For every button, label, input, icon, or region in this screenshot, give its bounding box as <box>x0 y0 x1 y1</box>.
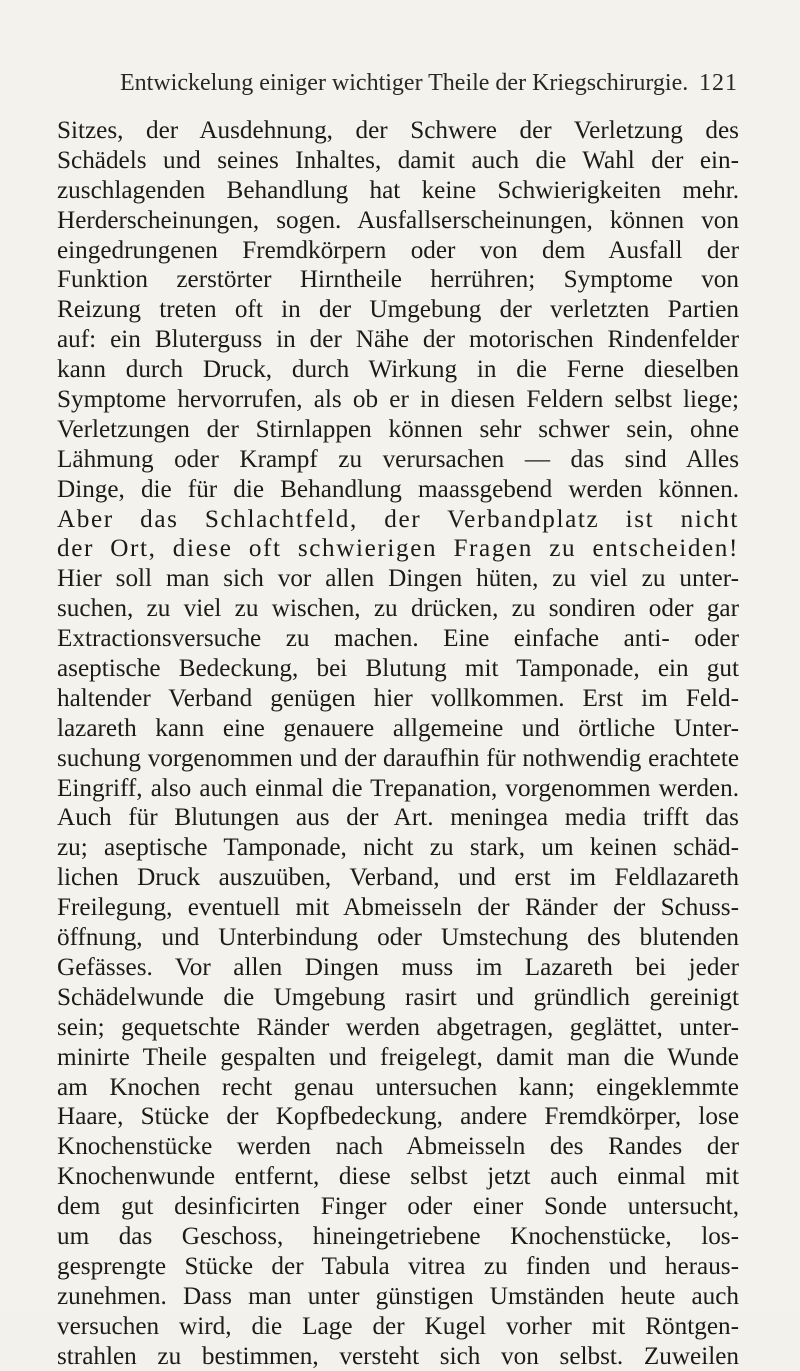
text-line: Aber das Schlachtfeld, der Verbandplatz ist nicht <box>57 505 739 533</box>
text-line: Symptome hervorrufen, als ob er in diesen Feldern selbst liege; <box>57 386 739 414</box>
header-title: Entwickelung einiger wichtiger Theile der Kriegschirurgie. <box>120 70 689 96</box>
page-number: 121 <box>699 70 738 96</box>
text-line: sein; gequetschte Ränder werden abgetragen, geglättet, unter- <box>57 1013 739 1041</box>
text-line: um das Geschoss, hineingetriebene Knochenstücke, los- <box>57 1222 739 1250</box>
text-line: Reizung treten oft in der Umgebung der verletzten Partien <box>57 296 739 324</box>
text-line: versuchen wird, die Lage der Kugel vorher mit Röntgen- <box>57 1312 739 1340</box>
text-line: Dinge, die für die Behandlung maassgebend werden können. <box>57 475 739 503</box>
text-line: Auch für Blutungen aus der Art. meningea media trifft das <box>57 804 739 832</box>
text-line: der Ort, diese oft schwierigen Fragen zu entscheiden! <box>57 535 739 563</box>
text-line: Sitzes, der Ausdehnung, der Schwere der Verletzung des <box>57 117 739 144</box>
text-line: Freilegung, eventuell mit Abmeisseln der Ränder der Schuss- <box>57 894 739 922</box>
text-line: zuschlagenden Behandlung hat keine Schwierigkeiten mehr. <box>57 176 739 204</box>
text-line: Extractionsversuche zu machen. Eine einfache anti- oder <box>57 625 739 653</box>
text-line: suchen, zu viel zu wischen, zu drücken, zu sondiren oder gar <box>57 595 739 623</box>
text-line: Haare, Stücke der Kopfbedeckung, andere Fremdkörper, lose <box>57 1103 739 1131</box>
text-line: aseptische Bedeckung, bei Blutung mit Tamponade, ein gut <box>57 655 739 683</box>
text-line: Eingriff, also auch einmal die Trepanation, vorgenommen werden. <box>57 774 739 802</box>
text-line: am Knochen recht genau untersuchen kann; eingeklemmte <box>57 1073 739 1101</box>
text-line: dem gut desinficirten Finger oder einer Sonde untersucht, <box>57 1193 739 1221</box>
text-line: Knochenstücke werden nach Abmeisseln des Randes der <box>57 1133 739 1161</box>
text-line: zu; aseptische Tamponade, nicht zu stark, um keinen schäd- <box>57 834 739 862</box>
text-line: strahlen zu bestimmen, versteht sich von selbst. Zuweilen <box>57 1342 739 1370</box>
text-line: gesprengte Stücke der Tabula vitrea zu finden und heraus- <box>57 1252 739 1280</box>
text-line: Verletzungen der Stirnlappen können sehr schwer sein, ohne <box>57 415 739 443</box>
text-line: Gefässes. Vor allen Dingen muss im Lazareth bei jeder <box>57 953 739 981</box>
text-line: Schädels und seines Inhaltes, damit auch die Wahl der ein- <box>57 146 739 174</box>
body-text <box>57 116 739 1371</box>
text-line: lazareth kann eine genauere allgemeine und örtliche Unter- <box>57 714 739 742</box>
text-line: Knochenwunde entfernt, diese selbst jetzt auch einmal mit <box>57 1163 739 1191</box>
text-line: Schädelwunde die Umgebung rasirt und gründlich gereinigt <box>57 983 739 1011</box>
text-line: öffnung, und Unterbindung oder Umstechung des blutenden <box>57 924 739 952</box>
text-line: suchung vorgenommen und der daraufhin für nothwendig erachtete <box>57 744 739 772</box>
text-line: kann durch Druck, durch Wirkung in die Ferne dieselben <box>57 356 739 384</box>
text-line: Funktion zerstörter Hirntheile herrühren; Symptome von <box>57 266 739 294</box>
text-line: minirte Theile gespalten und freigelegt, damit man die Wunde <box>57 1043 739 1071</box>
text-line: eingedrungenen Fremdkörpern oder von dem Ausfall der <box>57 236 739 264</box>
text-line: Lähmung oder Krampf zu verursachen — das sind Alles <box>57 445 739 473</box>
text-line: lichen Druck auszuüben, Verband, und erst im Feldlazareth <box>57 864 739 892</box>
text-line: auf: ein Bluterguss in der Nähe der motorischen Rindenfelder <box>57 326 739 354</box>
text-line: zunehmen. Dass man unter günstigen Umständen heute auch <box>57 1282 739 1310</box>
text-line: haltender Verband genügen hier vollkommen. Erst im Feld- <box>57 684 739 712</box>
text-line: Herderscheinungen, sogen. Ausfallserscheinungen, können von <box>57 206 739 234</box>
running-header <box>120 70 738 110</box>
text-line: Hier soll man sich vor allen Dingen hüten, zu viel zu unter- <box>57 565 739 593</box>
